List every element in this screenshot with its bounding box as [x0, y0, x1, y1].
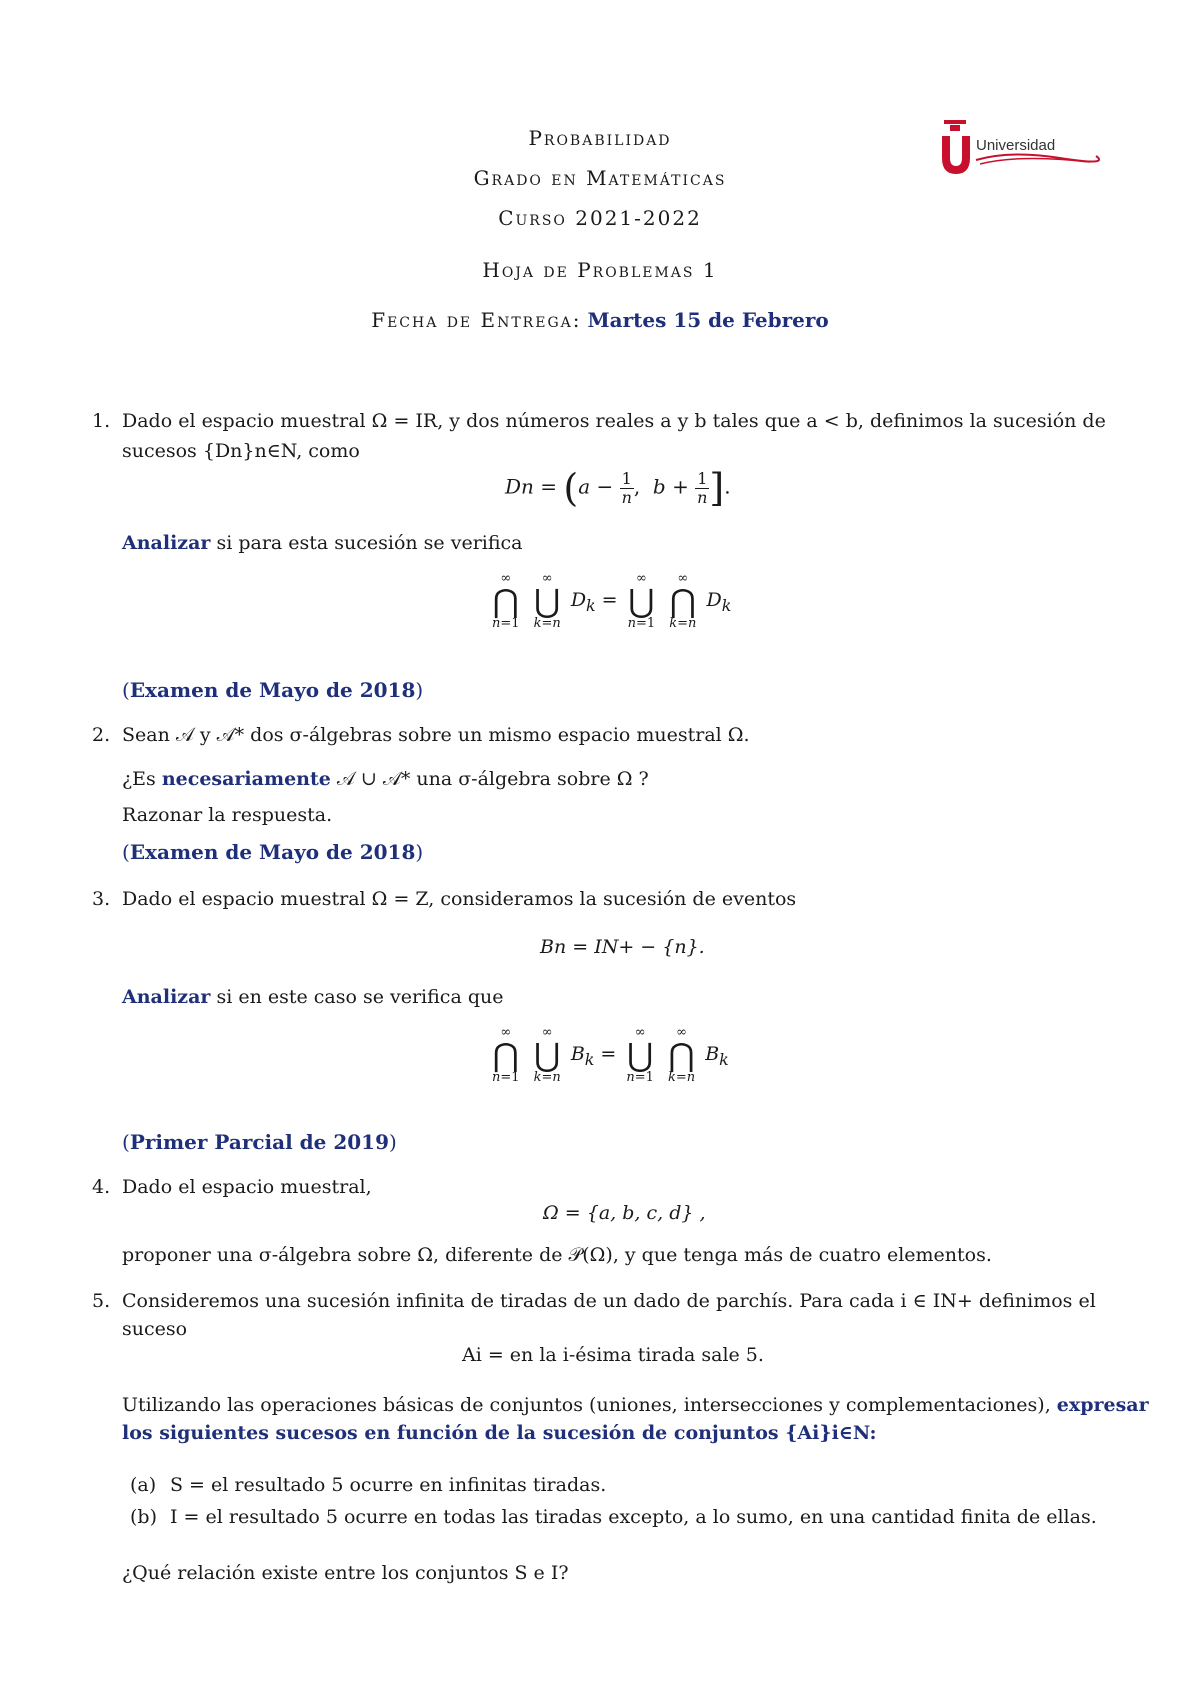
problem-5-intro-b: suceso	[122, 1318, 188, 1340]
problem-1-analyze-bold: Analizar	[122, 532, 211, 554]
problem-3-limit-formula: ∞ ⋂ n=1 ∞ ⋃ k=n $B_k$ = ∞ ⋃ n=1 ∞ ⋂ k=n $B_k$	[492, 1025, 729, 1085]
problem-1-number: 1.	[92, 410, 111, 432]
problem-5-item-b: I = el resultado 5 ocurre en todas las tiradas excepto, a lo sumo, en una cantidad finita de ellas.	[170, 1506, 1097, 1528]
problem-5-number: 5.	[92, 1290, 111, 1312]
problem-3-formula: Bn = IN+ − {n}.	[540, 936, 705, 958]
problem-5-formula: Ai = en la i-ésima tirada sale 5.	[462, 1344, 764, 1366]
problem-3-number: 3.	[92, 888, 111, 910]
problem-1-intro-a: Dado el espacio muestral Ω = IR, y dos números reales a y b tales que a < b, definimos la sucesión de	[122, 410, 1106, 432]
problem-2-number: 2.	[92, 724, 111, 746]
university-logo-icon	[940, 118, 1100, 178]
problem-3-source: (Primer Parcial de 2019)	[122, 1130, 397, 1154]
problem-1-source-text: Examen de Mayo de 2018	[129, 678, 416, 702]
university-logo	[940, 118, 1100, 178]
degree-title: Grado en Matemáticas	[473, 166, 727, 190]
due-date: Martes 15 de Febrero	[587, 308, 829, 332]
problem-3-analyze-rest: si en este caso se verifica que	[210, 986, 504, 1008]
problem-5-ops-text: Utilizando las operaciones básicas de conjuntos (uniones, intersecciones y complementaciones),	[122, 1394, 1051, 1416]
problem-1-formula-lhs: Dn =	[505, 474, 558, 499]
problem-1-source: (Examen de Mayo de 2018)	[122, 678, 424, 702]
problem-5-item-a-label: (a)	[130, 1474, 157, 1496]
problem-1-intro-b: sucesos {Dn}n∈N, como	[122, 440, 360, 462]
problem-3-intro: Dado el espacio muestral Ω = Z, consideramos la sucesión de eventos	[122, 888, 797, 910]
problem-2-reason: Razonar la respuesta.	[122, 804, 333, 826]
academic-year: Curso 2021-2022	[498, 206, 702, 230]
problem-2-question-post: 𝒜 ∪ 𝒜* una σ-álgebra sobre Ω ?	[330, 768, 649, 790]
problem-1-analyze	[122, 532, 523, 554]
problem-4-intro: Dado el espacio muestral,	[122, 1176, 372, 1198]
problem-3-source-text: Primer Parcial de 2019	[129, 1130, 390, 1154]
problem-5-ops-bold-b: los siguientes sucesos en función de la sucesión de conjuntos {Ai}i∈N:	[122, 1422, 877, 1444]
problem-2-text: Sean 𝒜 y 𝒜* dos σ-álgebras sobre un mismo espacio muestral Ω.	[122, 724, 750, 746]
problem-2-question	[122, 768, 649, 790]
course-title: Probabilidad	[528, 126, 672, 150]
problem-3-analyze-bold: Analizar	[122, 986, 211, 1008]
problem-5-ops-bold-a: expresar	[1056, 1394, 1149, 1416]
sheet-title: Hoja de Problemas 1	[482, 258, 718, 282]
problem-4-text: proponer una σ-álgebra sobre Ω, diferente de 𝒫(Ω), y que tenga más de cuatro elementos.	[122, 1244, 992, 1266]
due-label: Fecha de Entrega:	[371, 308, 582, 332]
problem-5-question: ¿Qué relación existe entre los conjuntos S e I?	[122, 1562, 569, 1584]
problem-5-item-b-label: (b)	[130, 1506, 157, 1528]
problem-2-question-bold: necesariamente	[161, 768, 331, 790]
problem-1-limit-formula: ∞ ⋂ n=1 ∞ ⋃ k=n $D_k$ = ∞ ⋃ n=1 ∞ ⋂ k=n $D_k$	[492, 571, 732, 631]
problem-1-analyze-rest: si para esta sucesión se verifica	[210, 532, 523, 554]
due-date-line	[0, 308, 1200, 332]
problem-2-source: (Examen de Mayo de 2018)	[122, 840, 424, 864]
problem-2-question-pre: ¿Es	[122, 768, 162, 790]
problem-5-ops-a	[122, 1394, 1149, 1416]
problem-3-analyze	[122, 986, 503, 1008]
problem-2-source-text: Examen de Mayo de 2018	[129, 840, 416, 864]
problem-1-formula: Dn = (a − $\frac{1}{n}$ , b + $\frac{1}{n}$ ].	[505, 466, 731, 510]
problem-5-intro-a: Consideremos una sucesión infinita de tiradas de un dado de parchís. Para cada i ∈ IN+ definimos el	[122, 1290, 1096, 1312]
problem-4-number: 4.	[92, 1176, 111, 1198]
problem-4-formula: Ω = {a, b, c, d} ,	[543, 1202, 706, 1224]
problem-5-item-a: S = el resultado 5 ocurre en infinitas tiradas.	[170, 1474, 607, 1496]
logo-text: Universidad	[976, 137, 1056, 154]
